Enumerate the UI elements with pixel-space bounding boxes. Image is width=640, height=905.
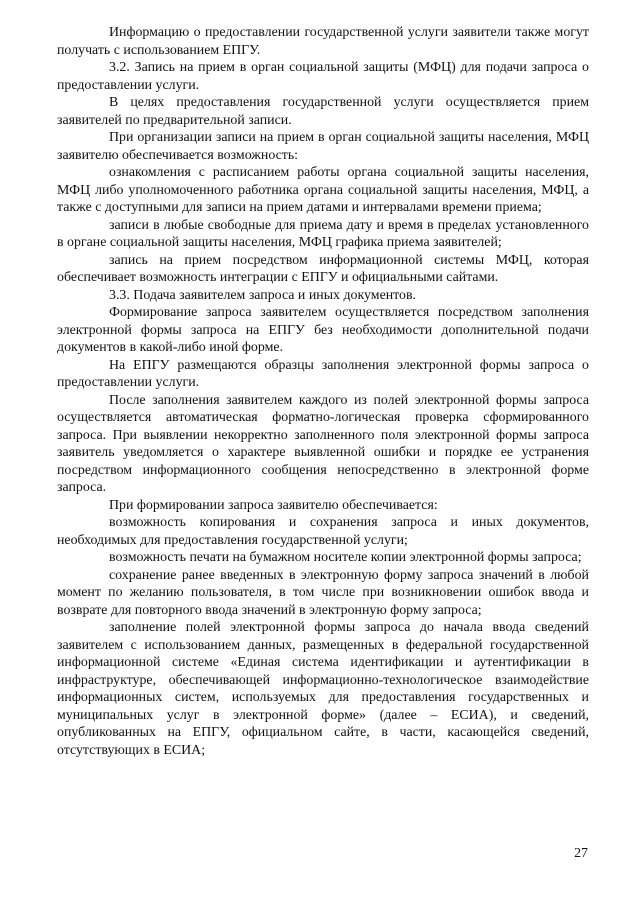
paragraph: После заполнения заявителем каждого из полей электронной формы запроса осуществляется автоматическая форматно-логическая проверка сформированного запроса. При выявлении некорректно заполненного поля электронной формы запроса заявитель уведомляется о характере выявленной ошибки и порядке ее устранения посредством информационного сообщения непосредственно в электронной форме запроса. xyxy=(57,392,589,495)
paragraph: Формирование запроса заявителем осуществляется посредством заполнения электронной формы запроса на ЕПГУ без необходимости дополнительной подачи документов в какой-либо иной форме. xyxy=(57,305,589,355)
paragraph: запись на прием посредством информационной системы МФЦ, которая обеспечивает возможность интеграции с ЕПГУ и официальными сайтами. xyxy=(57,252,589,285)
paragraph: При формировании запроса заявителю обеспечивается: xyxy=(109,497,438,513)
paragraph: сохранение ранее введенных в электронную форму запроса значений в любой момент по желанию пользователя, в том числе при возникновении ошибок ввода и возврате для повторного ввода значений в электронную форму запроса; xyxy=(57,567,589,618)
paragraph: возможность печати на бумажном носителе копии электронной формы запроса; xyxy=(109,550,582,565)
paragraph: При организации записи на прием в орган социальной защиты населения, МФЦ заявителю обеспечивается возможность: xyxy=(57,130,589,163)
paragraph: Информацию о предоставлении государственной услуги заявители также могут получать с использованием ЕПГУ. xyxy=(57,25,589,58)
paragraph: В целях предоставления государственной услуги осуществляется прием заявителей по предварительной записи. xyxy=(57,95,589,128)
paragraph: заполнение полей электронной формы запроса до начала ввода сведений заявителем с использованием данных, размещенных в федеральной государственной информационной системе «Единая система идентификации и аутентификации в инфраструктуре, обеспечивающей информационно-технологическое взаимодействие информационных систем, используемых для предоставления государственных и муниципальных услуг в электронной форме» (далее – ЕСИА), и сведений, опубликованных на ЕПГУ, официальном сайте, в части, касающейся сведений, отсутствующих в ЕСИА; xyxy=(57,620,589,758)
document-body xyxy=(57,24,589,759)
paragraph: ознакомления с расписанием работы органа социальной защиты населения, МФЦ либо уполномоченного работника органа социальной защиты населения, МФЦ, а также с доступными для записи на прием датами и интервалами времени приема; xyxy=(57,165,589,215)
paragraph: возможность копирования и сохранения запроса и иных документов, необходимых для предоставления государственной услуги; xyxy=(57,515,589,548)
paragraph: записи в любые свободные для приема дату и время в пределах установленного в органе социальной защиты населения, МФЦ графика приема заявителей; xyxy=(57,217,589,250)
paragraph: 3.2. Запись на прием в орган социальной защиты (МФЦ) для подачи запроса о предоставлении услуги. xyxy=(57,60,589,93)
page-number: 27 xyxy=(574,846,588,861)
paragraph: На ЕПГУ размещаются образцы заполнения электронной формы запроса о предоставлении услуги. xyxy=(57,357,589,390)
paragraph: 3.3. Подача заявителем запроса и иных документов. xyxy=(109,287,417,303)
